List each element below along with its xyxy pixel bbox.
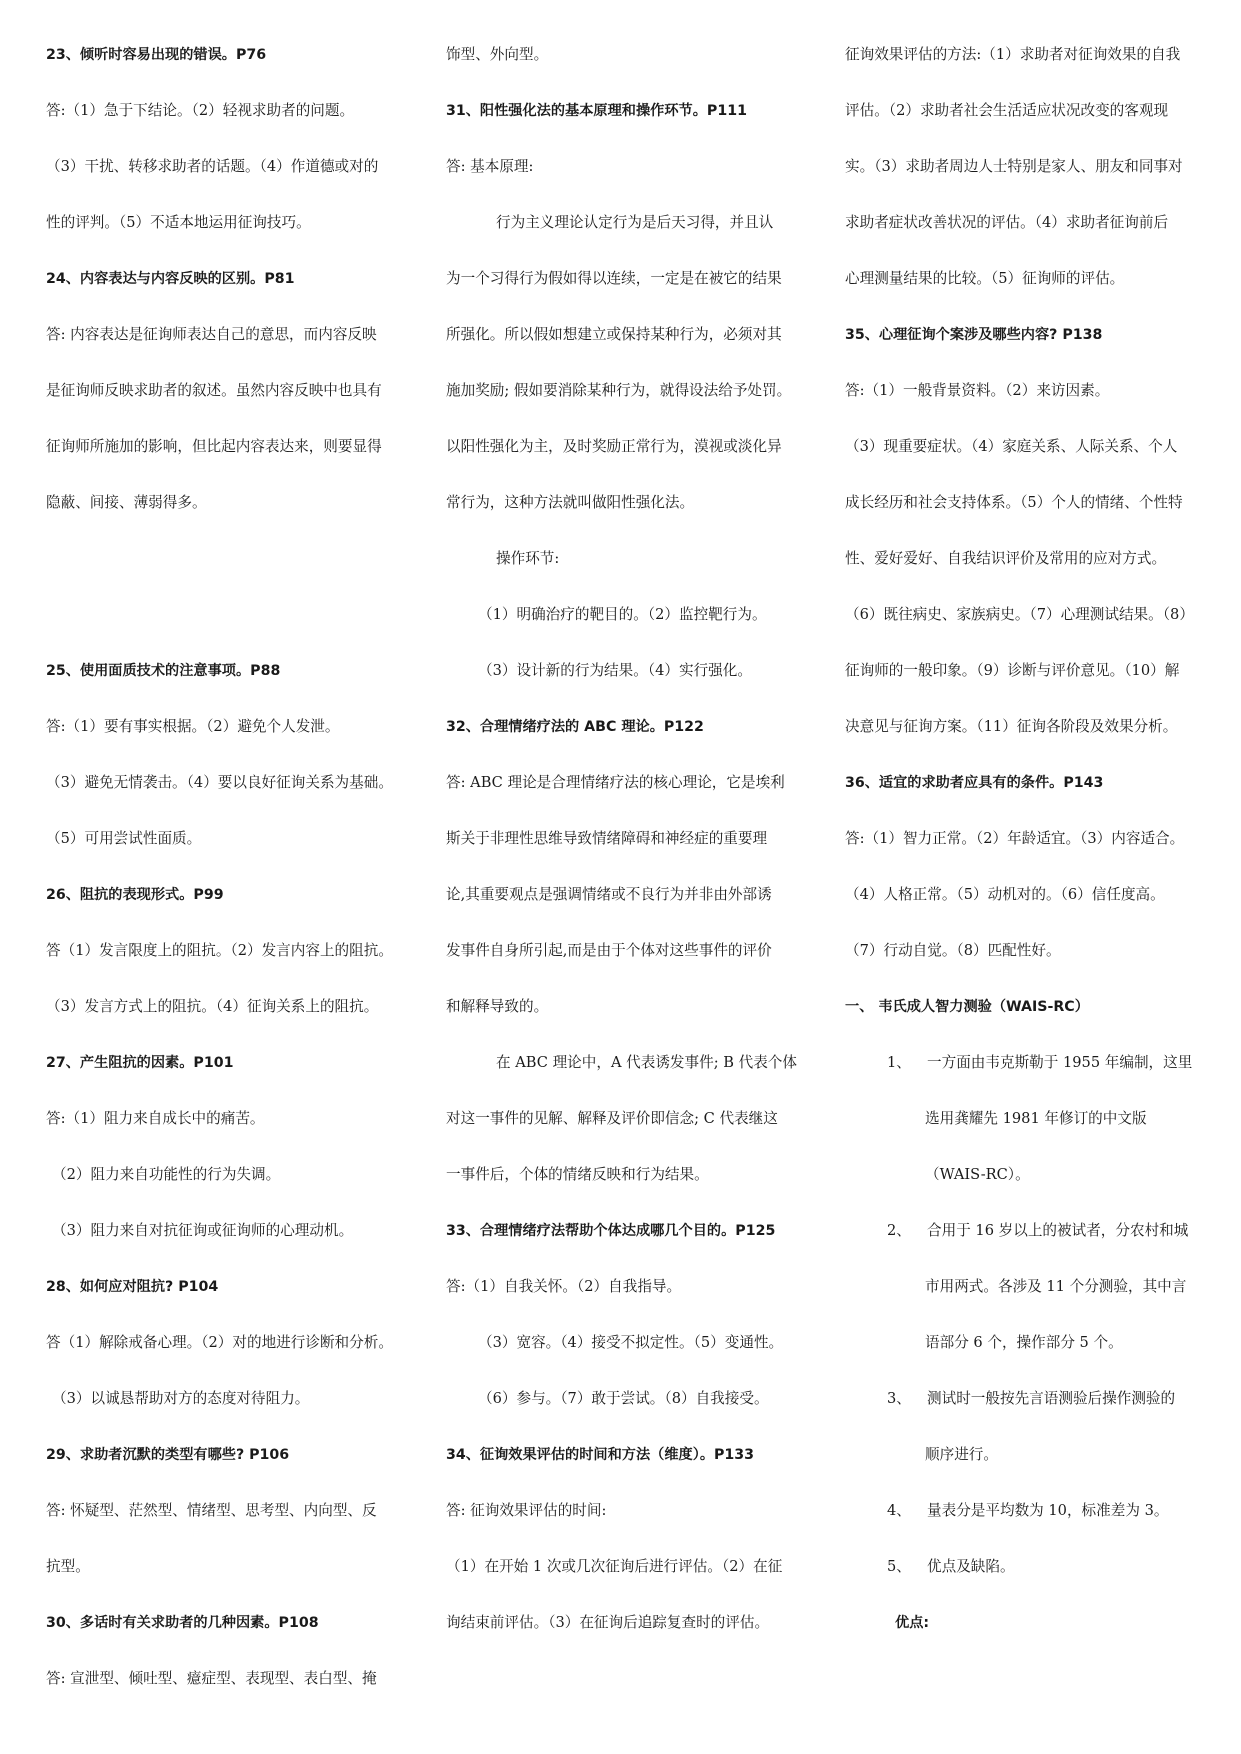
list-item-text: 合用于 16 岁以上的被试者，分农村和城 <box>927 1222 1189 1239</box>
text-line: 答: 怀疑型、茫然型、情绪型、思考型、内向型、反 <box>46 1502 377 1519</box>
text-line: 答: 基本原理: <box>446 158 534 175</box>
text-line: 饰型、外向型。 <box>446 46 549 63</box>
text-line: （4）人格正常。（5）动机对的。（6）信任度高。 <box>845 886 1165 903</box>
list-number: 2、 <box>887 1222 911 1239</box>
question-heading: 一、 韦氏成人智力测验（WAIS-RC） <box>845 999 1089 1015</box>
text-line: （6）既往病史、家族病史。（7）心理测试结果。（8） <box>845 606 1194 623</box>
text-line: 以阳性强化为主，及时奖励正常行为，漠视或淡化异 <box>446 438 782 455</box>
text-line: 施加奖励; 假如要消除某种行为，就得设法给予处罚。 <box>446 382 792 399</box>
text-line: 答:（1）智力正常。（2）年龄适宜。（3）内容适合。 <box>845 830 1185 847</box>
text-line: 顺序进行。 <box>925 1446 998 1463</box>
text-line: （3）干扰、转移求助者的话题。（4）作道德或对的 <box>46 158 379 175</box>
text-line: 论,其重要观点是强调情绪或不良行为并非由外部诱 <box>446 886 772 903</box>
column-right <box>845 44 1207 1668</box>
list-number: 4、 <box>887 1502 911 1519</box>
text-line: 答（1）发言限度上的阻抗。（2）发言内容上的阻抗。 <box>46 942 393 959</box>
text-line: 成长经历和社会支持体系。（5）个人的情绪、个性特 <box>845 494 1183 511</box>
question-heading: 32、合理情绪疗法的 ABC 理论。P122 <box>446 719 704 735</box>
text-line: 和解释导致的。 <box>446 998 549 1015</box>
text-line: 征询效果评估的方法:（1）求助者对征询效果的自我 <box>845 46 1181 63</box>
text-line: 性、爱好爱好、自我结识评价及常用的应对方式。 <box>845 550 1167 567</box>
column-middle <box>446 44 808 1668</box>
question-heading: 30、多话时有关求助者的几种因素。P108 <box>46 1615 319 1631</box>
text-line: 答: 征询效果评估的时间: <box>446 1502 607 1519</box>
text-line: 答:（1）一般背景资料。（2）来访因素。 <box>845 382 1110 399</box>
text-line: 求助者症状改善状况的评估。（4）求助者征询前后 <box>845 214 1169 231</box>
list-number: 1、 <box>887 1054 911 1071</box>
blank-line <box>46 548 408 604</box>
text-line: 征询师的一般印象。（9）诊断与评价意见。（10）解 <box>845 662 1180 679</box>
text-line: 决意见与征询方案。（11）征询各阶段及效果分析。 <box>845 718 1178 735</box>
text-line: （2）阻力来自功能性的行为失调。 <box>52 1166 281 1183</box>
text-line: 一事件后，个体的情绪反映和行为结果。 <box>446 1166 709 1183</box>
text-line: 性的评判。（5）不适本地运用征询技巧。 <box>46 214 311 231</box>
text-line: 操作环节: <box>496 550 560 567</box>
list-item-text: 测试时一般按先言语测验后操作测验的 <box>927 1390 1176 1407</box>
text-line: （3）发言方式上的阻抗。（4）征询关系上的阻抗。 <box>46 998 379 1015</box>
text-line: （3）避免无情袭击。（4）要以良好征询关系为基础。 <box>46 774 393 791</box>
list-number: 5、 <box>887 1558 911 1575</box>
text-line: 心理测量结果的比较。（5）征询师的评估。 <box>845 270 1125 287</box>
text-line <box>845 1220 1207 1276</box>
question-heading: 23、倾听时容易出现的错误。P76 <box>46 47 267 63</box>
column-left <box>46 44 408 1724</box>
text-line <box>845 1556 1207 1612</box>
list-item-text: 量表分是平均数为 10，标准差为 3。 <box>927 1502 1169 1519</box>
text-line: 答:（1）要有事实根据。（2）避免个人发泄。 <box>46 718 340 735</box>
text-line: 行为主义理论认定行为是后天习得，并且认 <box>496 214 774 231</box>
blank-line <box>46 604 408 660</box>
text-line: （1）在开始 1 次或几次征询后进行评估。（2）在征 <box>446 1558 783 1575</box>
question-heading: 35、心理征询个案涉及哪些内容? P138 <box>845 327 1103 343</box>
text-line: （6）参与。（7）敢于尝试。（8）自我接受。 <box>478 1390 769 1407</box>
question-heading: 36、适宜的求助者应具有的条件。P143 <box>845 775 1104 791</box>
text-line: 答: ABC 理论是合理情绪疗法的核心理论，它是埃利 <box>446 774 785 791</box>
text-line: 选用龚耀先 1981 年修订的中文版 <box>925 1110 1147 1127</box>
text-line: 答（1）解除戒备心理。（2）对的地进行诊断和分析。 <box>46 1334 393 1351</box>
text-line: （3）阻力来自对抗征询或征询师的心理动机。 <box>52 1222 354 1239</box>
text-line: 答: 内容表达是征询师表达自己的意思，而内容反映 <box>46 326 377 343</box>
question-heading: 33、合理情绪疗法帮助个体达成哪几个目的。P125 <box>446 1223 776 1239</box>
text-line: 对这一事件的见解、解释及评价即信念; C 代表继这 <box>446 1110 778 1127</box>
text-line: （3）设计新的行为结果。（4）实行强化。 <box>478 662 752 679</box>
text-line <box>845 1052 1207 1108</box>
text-line: （WAIS-RC）。 <box>925 1166 1030 1183</box>
question-heading: 28、如何应对阻抗? P104 <box>46 1279 219 1295</box>
text-line: 询结束前评估。（3）在征询后追踪复查时的评估。 <box>446 1614 770 1631</box>
question-heading: 27、产生阻抗的因素。P101 <box>46 1055 234 1071</box>
text-line: 答:（1）自我关怀。（2）自我指导。 <box>446 1278 682 1295</box>
text-line: 评估。（2）求助者社会生活适应状况改变的客观现 <box>845 102 1169 119</box>
text-line: （3）现重要症状。（4）家庭关系、人际关系、个人 <box>845 438 1178 455</box>
text-line: 答:（1）阻力来自成长中的痛苦。 <box>46 1110 265 1127</box>
text-line: 在 ABC 理论中，A 代表诱发事件; B 代表个体 <box>496 1054 797 1071</box>
list-item-text: 优点及缺陷。 <box>927 1558 1015 1575</box>
text-line: 答:（1）急于下结论。（2）轻视求助者的问题。 <box>46 102 355 119</box>
text-line: 发事件自身所引起,而是由于个体对这些事件的评价 <box>446 942 772 959</box>
text-line: （7）行动自觉。（8）匹配性好。 <box>845 942 1061 959</box>
text-line: （3）以诚恳帮助对方的态度对待阻力。 <box>52 1390 310 1407</box>
question-heading: 25、使用面质技术的注意事项。P88 <box>46 663 281 679</box>
list-item-text: 一方面由韦克斯勒于 1955 年编制，这里 <box>927 1054 1193 1071</box>
question-heading: 26、阻抗的表现形式。P99 <box>46 887 224 903</box>
text-line: 常行为，这种方法就叫做阳性强化法。 <box>446 494 695 511</box>
list-number: 3、 <box>887 1390 911 1407</box>
text-line: 隐蔽、间接、薄弱得多。 <box>46 494 207 511</box>
question-heading: 29、求助者沉默的类型有哪些? P106 <box>46 1447 290 1463</box>
text-line: 所强化。所以假如想建立或保持某种行为，必须对其 <box>446 326 782 343</box>
text-line: 抗型。 <box>46 1558 90 1575</box>
text-line <box>845 1388 1207 1444</box>
text-line: （5）可用尝试性面质。 <box>46 830 202 847</box>
text-line: 为一个习得行为假如得以连续，一定是在被它的结果 <box>446 270 782 287</box>
question-heading: 31、阳性强化法的基本原理和操作环节。P111 <box>446 103 747 119</box>
question-heading: 24、内容表达与内容反映的区别。P81 <box>46 271 295 287</box>
text-line: 征询师所施加的影响，但比起内容表达来，则要显得 <box>46 438 382 455</box>
text-line <box>845 1500 1207 1556</box>
question-heading: 优点: <box>895 1615 930 1631</box>
text-line: 实。（3）求助者周边人士特别是家人、朋友和同事对 <box>845 158 1183 175</box>
text-line: （1）明确治疗的靶目的。（2）监控靶行为。 <box>478 606 767 623</box>
question-heading: 34、征询效果评估的时间和方法（维度）。P133 <box>446 1447 755 1463</box>
text-line: 答: 宣泄型、倾吐型、癔症型、表现型、表白型、掩 <box>46 1670 377 1687</box>
text-line: 斯关于非理性思维导致情绪障碍和神经症的重要理 <box>446 830 768 847</box>
text-line: （3）宽容。（4）接受不拟定性。（5）变通性。 <box>478 1334 784 1351</box>
text-line: 语部分 6 个，操作部分 5 个。 <box>925 1334 1123 1351</box>
text-line: 市用两式。各涉及 11 个分测验，其中言 <box>925 1278 1187 1295</box>
text-line: 是征询师反映求助者的叙述。虽然内容反映中也具有 <box>46 382 382 399</box>
